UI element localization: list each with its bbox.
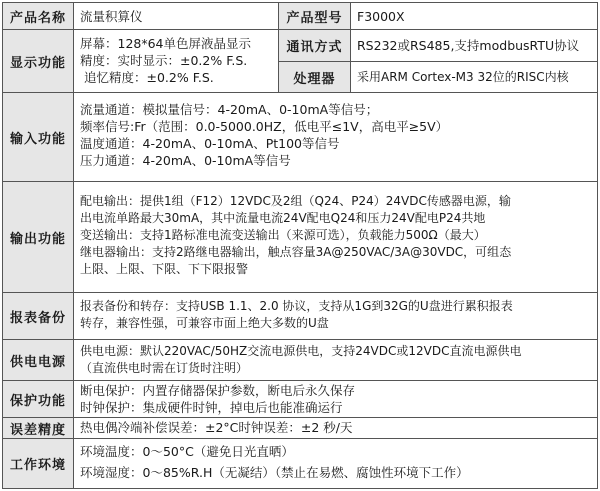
env-value bbox=[73, 438, 598, 489]
output-line-1: 配电输出：提供1组（F12）12VDC及2组（Q24、P24）24VDC传感器电源，输 bbox=[80, 194, 511, 208]
error-label: 误差精度 bbox=[2, 417, 74, 439]
product-name-label: 产品名称 bbox=[2, 2, 74, 30]
env-line-2: 环境湿度：0～85%R.H（无凝结）（禁止在易燃、腐蚀性环境下工作） bbox=[80, 465, 469, 480]
output-line-2: 出电流单路最大30mA，其中流量电流24V配电Q24和压力24V配电P24共地 bbox=[80, 211, 486, 225]
input-line-2: 频率信号:Fr（范围：0.0-5000.0HZ，低电平≤1V，高电平≥5V） bbox=[80, 119, 449, 134]
backup-line-2: 转存，兼容性强，可兼容市面上绝大多数的U盘 bbox=[80, 316, 329, 330]
power-value bbox=[73, 339, 598, 381]
power-line-2: （直流供电时需在订货时注明） bbox=[80, 361, 249, 375]
input-line-3: 温度通道：4-20mA、0-10mA、Pt100等信号 bbox=[80, 136, 340, 151]
display-label: 显示功能 bbox=[2, 29, 74, 93]
product-name-value: 流量积算仪 bbox=[73, 2, 279, 30]
protect-label: 保护功能 bbox=[2, 380, 74, 418]
input-line-4: 压力通道：4-20mA、0-10mA等信号 bbox=[80, 153, 291, 168]
output-line-3: 变送输出：支持1路标准电流变送输出（来源可选），负载能力500Ω（最大） bbox=[80, 228, 486, 242]
protect-line-1: 断电保护：内置存储器保护参数，断电后永久保存 bbox=[80, 383, 356, 398]
protect-value bbox=[73, 380, 598, 418]
input-line-1: 流量通道：模拟量信号：4-20mA、0-10mA等信号； bbox=[80, 102, 379, 117]
output-value bbox=[73, 181, 598, 293]
input-value bbox=[73, 92, 598, 182]
output-label: 输出功能 bbox=[2, 181, 74, 293]
power-line-1: 供电电源：默认220VAC/50HZ交流电源供电，支持24VDC或12VDC直流电源供电 bbox=[80, 344, 522, 358]
display-line-1: 屏幕：128*64单色屏液晶显示 bbox=[80, 36, 252, 51]
backup-line-1: 报表备份和转存：支持USB 1.1、2.0 协议，支持从1G到32G的U盘进行累积报表 bbox=[80, 299, 513, 313]
cpu-label: 处理器 bbox=[278, 61, 351, 93]
power-label: 供电电源 bbox=[2, 339, 74, 381]
display-value bbox=[73, 29, 279, 93]
product-model-value: F3000X bbox=[350, 2, 598, 30]
env-line-1: 环境温度：0～50°C（避免日光直晒） bbox=[80, 444, 294, 459]
protect-line-2: 时钟保护：集成硬件时钟，掉电后也能准确运行 bbox=[80, 400, 343, 415]
comm-value: RS232或RS485,支持modbusRTU协议 bbox=[350, 29, 598, 62]
backup-value bbox=[73, 292, 598, 340]
cpu-value: 采用ARM Cortex-M3 32位的RISC内核 bbox=[350, 61, 598, 93]
env-label: 工作环境 bbox=[2, 438, 74, 489]
product-model-label: 产品型号 bbox=[278, 2, 351, 30]
display-line-2: 精度：实时显示：±0.2% F.S. bbox=[80, 53, 248, 68]
backup-label: 报表备份 bbox=[2, 292, 74, 340]
input-label: 输入功能 bbox=[2, 92, 74, 182]
output-line-5: 上限、上限、下限、下下限报警 bbox=[80, 262, 249, 276]
output-line-4: 继电器输出：支持2路继电器输出，触点容量3A@250VAC/3A@30VDC，可组态 bbox=[80, 245, 512, 259]
display-line-3: 追忆精度：±0.2% F.S. bbox=[84, 70, 214, 85]
comm-label: 通讯方式 bbox=[278, 29, 351, 62]
error-value: 热电偶冷端补偿误差：±2°C时钟误差：±2 秒/天 bbox=[73, 417, 598, 439]
